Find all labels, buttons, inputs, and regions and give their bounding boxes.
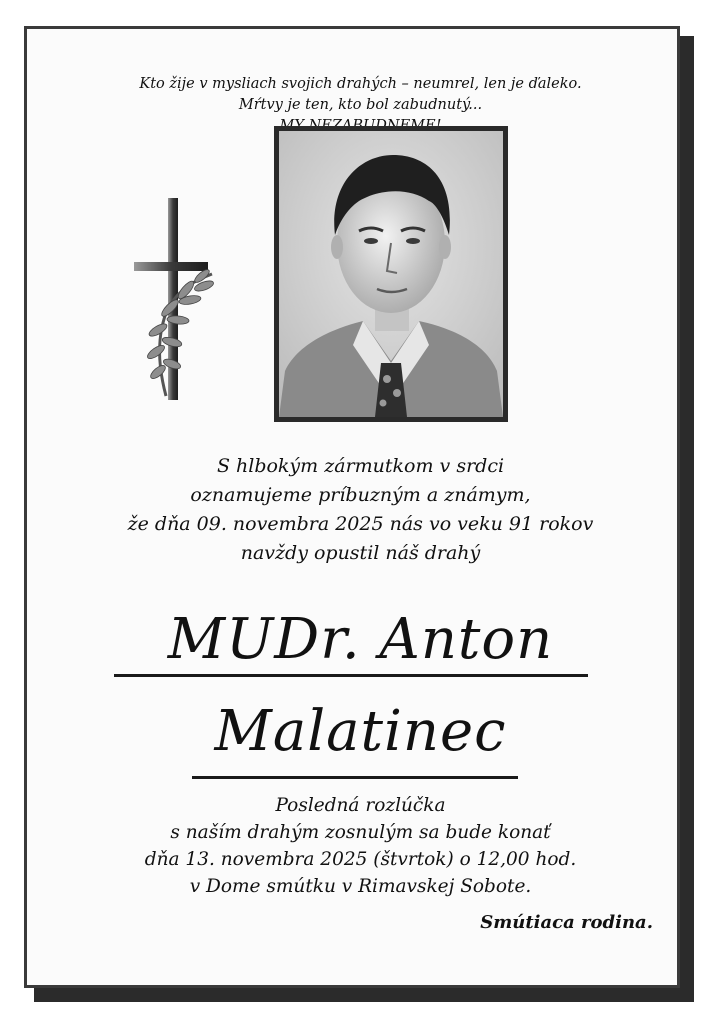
announcement-line-2: oznamujeme príbuzným a známym,: [190, 484, 531, 506]
name-underline-2: [192, 776, 518, 779]
farewell-info: [0, 792, 721, 900]
deceased-surname: Malatinec: [214, 699, 507, 764]
announcement-line-1: S hlbokým zármutkom v srdci: [216, 455, 505, 477]
farewell-line-1: Posledná rozlúčka: [275, 795, 446, 816]
name-underline-1: [114, 674, 588, 677]
announcement-line-4: navždy opustil náš drahý: [240, 542, 481, 564]
deceased-title-and-first-name: MUDr. Anton: [167, 607, 554, 672]
announcement: [0, 452, 721, 568]
deceased-name-line-2: [0, 699, 721, 764]
announcement-line-3: že dňa 09. novembra 2025 nás vo veku 91 rokov: [127, 513, 594, 535]
deceased-name-line-1: [0, 607, 721, 672]
farewell-line-3: dňa 13. novembra 2025 (štvrtok) o 12,00 hod.: [144, 849, 577, 870]
signature: Smútiaca rodina.: [480, 912, 653, 933]
portrait-photo: [274, 126, 508, 422]
farewell-line-4: v Dome smútku v Rimavskej Sobote.: [189, 876, 532, 897]
motto-line-2: Mŕtvy je ten, kto bol zabudnutý...: [238, 97, 483, 113]
motto-line-1: Kto žije v mysliach svojich drahých – neumrel, len je ďaleko.: [139, 76, 582, 92]
farewell-line-2: s naším drahým zosnulým sa bude konať: [170, 822, 551, 843]
cross-with-palm-branch-icon: [128, 196, 220, 406]
